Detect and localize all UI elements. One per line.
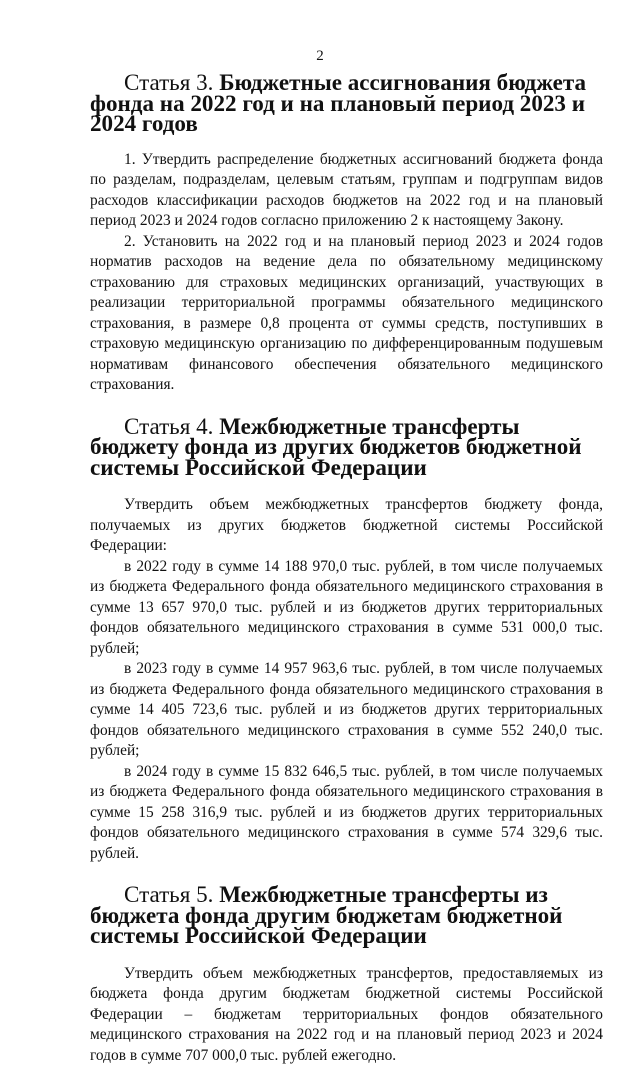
article-3-heading xyxy=(90,72,603,134)
article-3-paragraph-2: 2. Установить на 2022 год и на плановый период 2023 и 2024 годов норматив расходов на ведение дела по обязательному медицинскому страхованию для страховых медицинских организаций, участвующих в реализации территориальной программы обязательного медицинского страхования, в размере 0,8 процента от суммы средств, поступивших в страховую медицинскую организацию по дифференцированным подушевым нормативам финансового обеспечения обязательного медицинского страхования. xyxy=(90,232,603,396)
article-5-title: Межбюджетные трансферты из бюджета фонда другим бюджетам бюджетной системы Российской Федерации xyxy=(90,881,562,948)
article-4-paragraph-2: в 2022 году в сумме 14 188 970,0 тыс. рублей, в том числе получаемых из бюджета Федерального фонда обязательного медицинского страхования в сумме 13 657 970,0 тыс. рублей и из бюджетов других территориальных фондов обязательного медицинского страхования в сумме 531 000,0 тыс. рублей; xyxy=(90,557,603,660)
article-4-label: Статья 4. xyxy=(124,413,213,439)
article-3-title: Бюджетные ассигнования бюджета фонда на 2022 год и на плановый период 2023 и 2024 годов xyxy=(90,69,586,136)
document-body xyxy=(90,72,603,1066)
article-4-title: Межбюджетные трансферты бюджету фонда из других бюджетов бюджетной системы Российской Федерации xyxy=(90,413,582,480)
article-3-paragraph-1: 1. Утвердить распределение бюджетных ассигнований бюджета фонда по разделам, подразделам, целевым статьям, группам и подгруппам видов расходов классификации расходов бюджетов на 2022 год и на плановый период 2023 и 2024 годов согласно приложению 2 к настоящему Закону. xyxy=(90,150,603,232)
article-3-label: Статья 3. xyxy=(124,69,213,95)
page-number: 2 xyxy=(0,47,640,65)
article-5-paragraph-1: Утвердить объем межбюджетных трансфертов, предоставляемых из бюджета фонда другим бюджетам бюджетной системы Российской Федерации – бюджетам территориальных фондов обязательного медицинского страхования на 2022 год и на плановый период 2023 и 2024 годов в сумме 707 000,0 тыс. рублей ежегодно. xyxy=(90,964,603,1066)
article-5 xyxy=(90,884,603,1066)
article-5-heading xyxy=(90,884,603,946)
article-4-paragraph-3: в 2023 году в сумме 14 957 963,6 тыс. рублей, в том числе получаемых из бюджета Федерального фонда обязательного медицинского страхования в сумме 14 405 723,6 тыс. рублей и из бюджетов других территориальных фондов обязательного медицинского страхования в сумме 552 240,0 тыс. рублей; xyxy=(90,659,603,762)
article-4-heading xyxy=(90,416,603,478)
article-4-paragraph-4: в 2024 году в сумме 15 832 646,5 тыс. рублей, в том числе получаемых из бюджета Федерального фонда обязательного медицинского страхования в сумме 15 258 316,9 тыс. рублей и из бюджетов других территориальных фондов обязательного медицинского страхования в сумме 574 329,6 тыс. рублей. xyxy=(90,762,603,865)
article-3 xyxy=(90,72,603,396)
article-4-paragraph-1: Утвердить объем межбюджетных трансфертов бюджету фонда, получаемых из других бюджетов бюджетной системы Российской Федерации: xyxy=(90,495,603,557)
article-4 xyxy=(90,416,603,865)
article-5-label: Статья 5. xyxy=(124,881,213,907)
